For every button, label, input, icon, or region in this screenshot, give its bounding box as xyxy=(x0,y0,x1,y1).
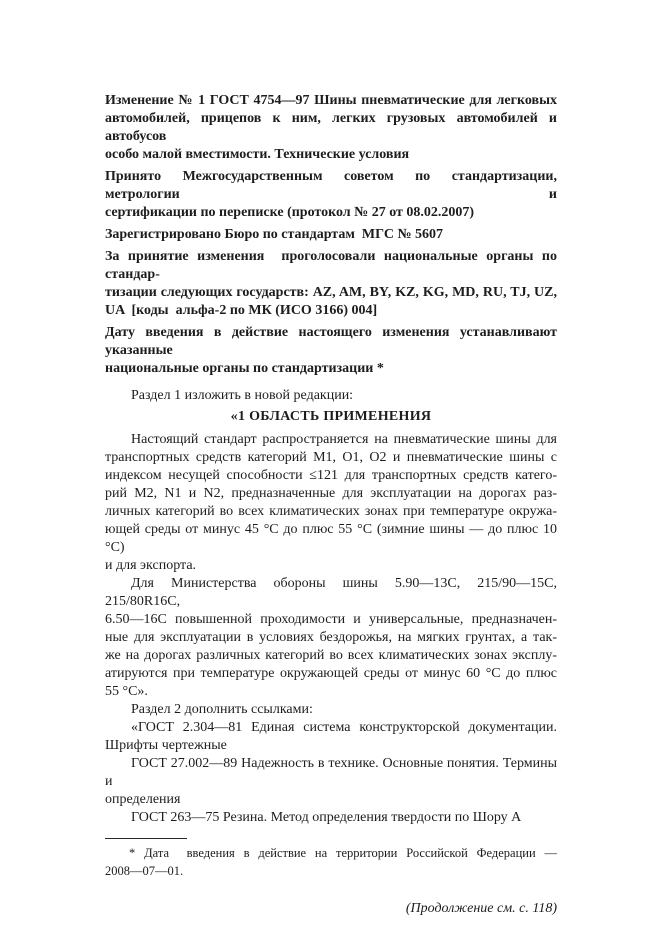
defense-paragraph xyxy=(105,575,557,701)
text-line: Настоящий стандарт распространяется на пневматические шины для xyxy=(131,432,557,447)
voted-paragraph xyxy=(105,248,557,320)
text-line: сертификации по переписке (протокол № 27 от 08.02.2007) xyxy=(105,205,475,220)
footnote-text xyxy=(105,845,557,880)
adopted-paragraph xyxy=(105,168,557,222)
text-line: особо малой вместимости. Технические условия xyxy=(105,147,410,162)
reference-gost-263 xyxy=(105,809,557,827)
text-line: атируются при температуре окружающей среды от минус 60 °С до плюс xyxy=(105,666,557,681)
text-line: тизации следующих государств: AZ, AM, BY, KZ, KG, MD, RU, TJ, UZ, xyxy=(105,285,557,300)
text-line: рий М2, N1 и N2, предназначенные для эксплуатации на дорогах раз- xyxy=(105,486,557,501)
text-line: * Дата введения в действие на территории Российской Федерации — xyxy=(129,846,557,860)
reference-gost-2304 xyxy=(105,719,557,755)
text-line: Раздел 1 изложить в новой редакции: xyxy=(131,388,354,403)
scope-heading: «1 ОБЛАСТЬ ПРИМЕНЕНИЯ xyxy=(230,409,432,424)
effective-date-paragraph xyxy=(105,324,557,378)
text-line: национальные органы по стандартизации * xyxy=(105,361,384,376)
text-line: определения xyxy=(105,792,181,807)
text-line: Дату введения в действие настоящего изменения устанавливают указанные xyxy=(105,325,557,358)
amendment-title-paragraph xyxy=(105,92,557,164)
text-line: Для Министерства обороны шины 5.90—13С, 215/90—15С, 215/80R16С, xyxy=(105,576,557,609)
text-line: же на дорогах различных категорий во всех климатических зонах эксплу- xyxy=(105,648,557,663)
footnote-rule xyxy=(105,838,187,839)
section1-edit-line xyxy=(105,387,557,405)
text-line: личных категорий во всех климатических зонах при температуре окружа- xyxy=(105,504,557,519)
text-line: Раздел 2 дополнить ссылками: xyxy=(131,702,313,717)
text-line: ГОСТ 263—75 Резина. Метод определения твердости по Шору А xyxy=(131,810,522,825)
text-line: Принято Межгосударственным советом по стандартизации, метрологии и xyxy=(105,169,557,202)
text-line: UA [коды альфа-2 по МК (ИСО 3166) 004] xyxy=(105,303,378,318)
registered-paragraph xyxy=(105,226,557,244)
text-line: «ГОСТ 2.304—81 Единая система конструкторской документации. xyxy=(131,720,557,735)
text-line: ГОСТ 27.002—89 Надежность в технике. Основные понятия. Термины и xyxy=(105,756,557,789)
text-line: и для экспорта. xyxy=(105,558,197,573)
text-line: ные для эксплуатации в условиях бездорожья, на мягких грунтах, а так- xyxy=(105,630,557,645)
text-line: индексом несущей способности ≤121 для транспортных средств катего- xyxy=(105,468,557,483)
text-line: ющей среды от минус 45 °С до плюс 55 °С (зимние шины — до плюс 10 °С) xyxy=(105,522,557,555)
section2-edit-line xyxy=(105,701,557,719)
footnote xyxy=(105,838,557,880)
scope-paragraph xyxy=(105,431,557,575)
text-line: 6.50—16С повышенной проходимости и универсальные, предназначен- xyxy=(105,612,557,627)
text-line: Зарегистрировано Бюро по стандартам МГС № 5607 xyxy=(105,227,444,242)
text-line: 2008—07—01. xyxy=(105,863,184,878)
text-line: Изменение № 1 ГОСТ 4754—97 Шины пневматические для легковых xyxy=(105,93,557,108)
reference-gost-27002 xyxy=(105,755,557,809)
text-line: 55 °С». xyxy=(105,684,148,699)
text-line: автомобилей, прицепов к ним, легких грузовых автомобилей и автобусов xyxy=(105,111,557,144)
text-line: За принятие изменения проголосовали национальные органы по стандар- xyxy=(105,249,557,282)
text-line: Шрифты чертежные xyxy=(105,738,227,753)
page-content xyxy=(105,92,557,918)
continuation-note: (Продолжение см. с. 118) xyxy=(405,901,557,916)
text-line: транспортных средств категорий М1, О1, О2 и пневматические шины с xyxy=(105,450,557,465)
